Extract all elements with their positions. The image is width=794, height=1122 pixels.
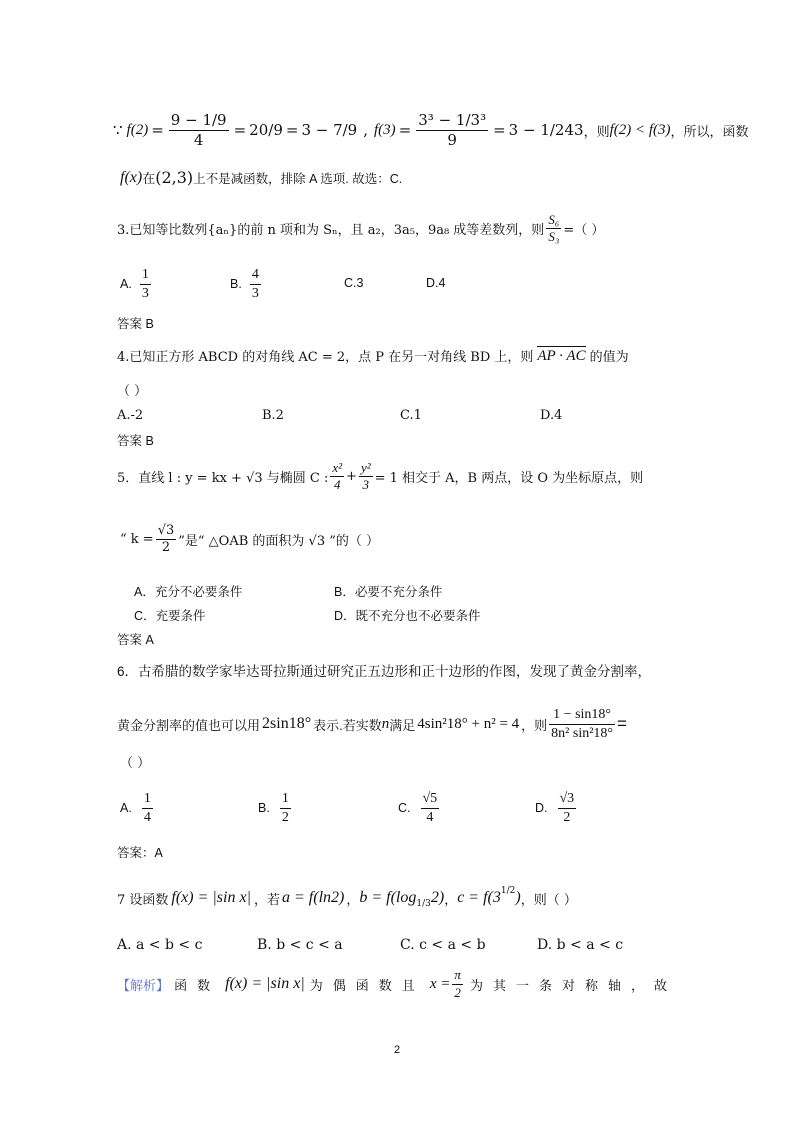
q7-option-d: D. b < a < c — [537, 937, 624, 953]
q5-option-c: C．充要条件 — [134, 609, 206, 623]
f2-eq2: 3 − 7/9 — [301, 121, 358, 139]
f3-fraction — [416, 111, 488, 150]
q7-solution-line: 【解析】 函数 f(x) = |sin x| 为偶函数且 x = $\frac{\pi}{2}$ 为其一条对称轴，故 — [117, 967, 677, 1000]
question-6-line-2: 黄金分割率的值也可以用 2sin18° 表示.若实数 n 满足 4sin²18° + n² = 4 ，则 $\frac{1 - \sin 18^\circ}{\text{8n² sin²18°}}$ = — [117, 707, 627, 741]
golden-ratio-expr: 2sin18° — [262, 715, 312, 732]
q6-option-d: D. $\frac{√3}{2}$ — [535, 791, 575, 825]
f2-eq1: 20/9 — [249, 121, 283, 139]
solution-conclusion: 上不是减函数，排除 A 选项. 故选：C. — [193, 171, 403, 186]
q7-b-expr: b = f(log — [359, 889, 417, 906]
q7-option-c: C. c < a < b — [400, 937, 486, 953]
q6-fraction: $\frac{1 - \sin 18^\circ}{\text{8n² sin²18°}}$ — [551, 707, 614, 741]
conclusion-post: ，所以，函数 — [670, 124, 749, 140]
k-fraction: $\frac{√3}{2}$ — [157, 523, 175, 556]
question-5-stem: 5．直线 l : y = kx + √3 与椭圆 C : $\frac{\text{x²}}{4}$ + $\frac{\text{y²}}{3}$ = 1 相交于 A，B 两点，设 O 为坐标原点，则 — [117, 460, 644, 493]
q6-paren: （ ） — [120, 756, 151, 771]
q7-option-b: B. b < c < a — [257, 937, 343, 953]
q4-option-b: B.2 — [262, 408, 284, 423]
constraint-expr: 4sin²18° + n² = 4 — [417, 715, 520, 732]
solution-line-2: f(x) 在 (2,3) 上不是减函数，排除 A 选项. 故选：C. — [120, 168, 403, 187]
solution-line-1: ∵ f(2) = $\frac{9 - 1/9}{4}$ = 20/9 = 3 − 7/9 , f(3) = $\frac{\text{3³ − 1/3³}}{9}$ = 3 − 1/243 ，则 f(2) < f(3) ，所以，函数 — [113, 110, 749, 149]
q7-c-exponent: 1/2 — [500, 886, 516, 896]
f3-eq: 3 − 1/243 — [508, 121, 584, 139]
f2-fraction-num: 9 − 1/9 — [170, 110, 227, 129]
axis-fraction: $\frac{\pi}{2}$ — [454, 967, 461, 1000]
q5-option-a: A．充分不必要条件 — [134, 585, 243, 599]
compare-expr: f(2) < f(3) — [609, 121, 671, 138]
q4-option-a: A.-2 — [117, 408, 144, 423]
question-7-stem: 7 设函数 f(x) = |sin x| ，若 a = f(ln2) ， b = f(log $_{1/3}$ 2) ， c = f(3 $^{1/2}$ ) ，则（ ） — [117, 886, 577, 909]
q4-paren: （ ） — [117, 384, 148, 399]
q3-option-a-fraction: $\frac{1}{3}$ — [141, 267, 149, 301]
q3-option-a: A. $\frac{1}{3}$ — [120, 267, 149, 301]
q5-option-d: D．既不充分也不必要条件 — [334, 609, 481, 623]
page-number: 2 — [394, 1044, 401, 1056]
q6-option-c: C. $\frac{√5}{4}$ — [398, 791, 438, 825]
conclusion-pre: ，则 — [583, 124, 610, 140]
q6-option-b: B. $\frac{1}{2}$ — [258, 791, 289, 825]
interval: (2,3) — [155, 168, 194, 187]
q7-function: f(x) = |sin x| — [171, 889, 251, 906]
f3-fraction-num: 3³ − 1/3³ — [418, 110, 487, 129]
jiexi-function: f(x) = |sin x| — [225, 975, 305, 992]
fx-label: f(x) — [120, 168, 143, 186]
ellipse-y-fraction: $\frac{\text{y²}}{3}$ — [360, 460, 371, 493]
f2-fraction-den: 4 — [193, 130, 204, 149]
vector-product: AP · AC — [537, 348, 586, 364]
q4-answer: 答案 B — [117, 434, 154, 448]
question-6-line-1: 6．古希腊的数学家毕达哥拉斯通过研究正五边形和正十边形的作图，发现了黄金分割率， — [117, 664, 652, 679]
question-3-stem: 3.已知等比数列{aₙ}的前 n 项和为 Sₙ，且 a₂，3a₅，9a₈ 成等差数列，则 $\frac{\text{S₆}}{\text{S₃}}$ =（ ） — [117, 212, 605, 245]
q5-option-b: B．必要不充分条件 — [334, 585, 443, 599]
jiexi-label: 【解析】 — [117, 978, 170, 994]
q5-answer: 答案 A — [117, 633, 154, 647]
q7-option-a: A. a < b < c — [117, 937, 203, 953]
q7-log-base: 1/3 — [416, 899, 431, 909]
question-4-stem: 4.已知正方形 ABCD 的对角线 AC = 2，点 P 在另一对角线 BD 上，则 AP · AC 的值为 — [117, 348, 629, 365]
q3-option-d: D.4 — [426, 276, 446, 290]
f3-fraction-den: 9 — [447, 130, 457, 149]
q3-answer: 答案 B — [117, 317, 154, 331]
q4-option-d: D.4 — [540, 408, 563, 423]
q3-option-b-fraction: $\frac{4}{3}$ — [251, 267, 259, 301]
q3-fraction: $\frac{\text{S₆}}{\text{S₃}}$ — [548, 212, 560, 245]
q7-a-expr: a = f(ln2) — [282, 889, 345, 906]
because-symbol: ∵ — [113, 121, 123, 139]
q7-c-expr: c = f(3 — [457, 889, 501, 906]
q3-option-c: C.3 — [344, 276, 364, 290]
ellipse-x-fraction: $\frac{\text{x²}}{4}$ — [332, 460, 343, 493]
q3-option-b: B. $\frac{4}{3}$ — [230, 267, 259, 301]
q6-answer: 答案：A — [117, 846, 163, 860]
f3-label: f(3) — [374, 121, 396, 138]
f2-label: f(2) — [126, 121, 149, 138]
q6-option-a: A. $\frac{1}{4}$ — [120, 791, 151, 825]
question-5-condition: “ k = $\frac{√3}{2}$ ”是“ △OAB 的面积为 √3 ”的（ ） — [120, 523, 380, 556]
f2-fraction — [169, 111, 229, 150]
q4-option-c: C.1 — [400, 408, 422, 423]
